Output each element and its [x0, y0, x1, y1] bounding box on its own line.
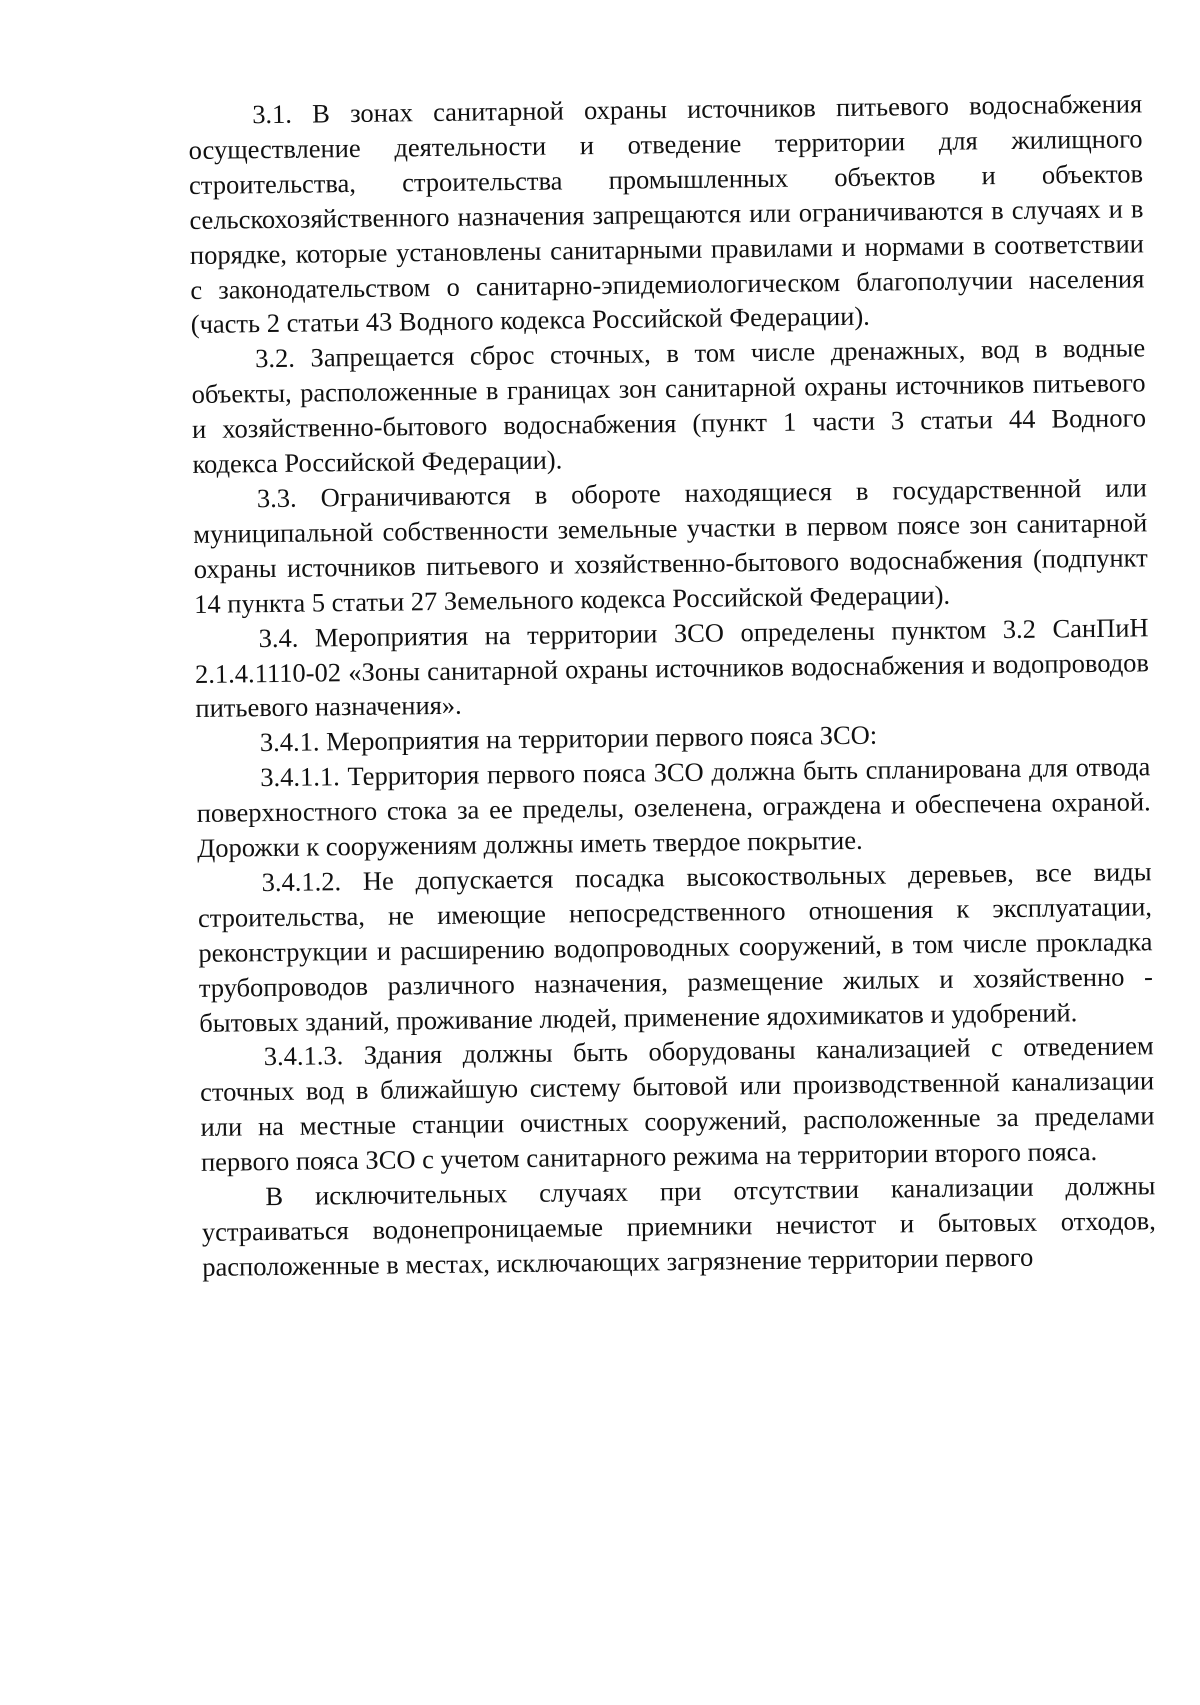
paragraph-3-4-1-3: 3.4.1.3. Здания должны быть оборудованы канализацией с отведением сточных вод в ближайшую систему бытовой или производственной канализации или на местные станции очистных сооружений, расположенные за пределами первого пояса ЗСО с учетом санитарного режима на территории второго пояса.	[199, 1030, 1155, 1178]
paragraph-3-2: 3.2. Запрещается сброс сточных, в том числе дренажных, вод в водные объекты, расположенные в границах зон санитарной охраны источников питьевого и хозяйственно-бытового водоснабжения (пункт 1 части 3 статьи 44 Водного кодекса Российской Федерации).	[191, 332, 1147, 480]
paragraph-3-3: 3.3. Ограничиваются в обороте находящиеся в государственной или муниципальной собственности земельные участки в первом поясе зон санитарной охраны источников питьевого и хозяйственно-бытового водоснабжения (подпункт 14 пункта 5 статьи 27 Земельного кодекса Российской Федерации).	[193, 472, 1148, 619]
paragraph-3-4-1-1: 3.4.1.1. Территория первого пояса ЗСО должна быть спланирована для отвода поверхностного стока за ее пределы, озеленена, ограждена и обеспечена охраной. Дорожки к сооружениям должны иметь твердое покрытие.	[196, 751, 1151, 863]
paragraph-3-4-1: 3.4.1. Мероприятия на территории первого пояса ЗСО:	[259, 719, 878, 758]
document-page	[188, 86, 1156, 1284]
paragraph-3-4-1-2: 3.4.1.2. Не допускается посадка высокоствольных деревьев, все виды строительства, не имеющие непосредственного отношения к эксплуатации, реконструкции и расширению водопроводных сооружений, в том числе прокладка трубопроводов различного назначения, размещение жилых и хозяйственно - бытовых зданий, проживание людей, применение ядохимикатов и удобрений.	[197, 856, 1153, 1038]
paragraph-exceptional-cases: В исключительных случаях при отсутствии канализации должны устраиваться водонепроницаемые приемники нечистот и бытовых отходов, расположенные в местах, исключающих загрязнение территории первого	[201, 1170, 1156, 1282]
paragraph-3-4: 3.4. Мероприятия на территории ЗСО определены пунктом 3.2 СанПиН 2.1.4.1110-02 «Зоны санитарной охраны источников водоснабжения и водопроводов питьевого назначения».	[194, 611, 1150, 724]
paragraph-3-1: 3.1. В зонах санитарной охраны источников питьевого водоснабжения осуществление деятельности и отведение территории для жилищного строительства, строительства промышленных объектов и объектов сельскохозяйственного назначения запрещаются или ограничиваются в случаях и в порядке, которые установлены санитарными правилами и нормами в соответствии с законодательством о санитарно-эпидемиологическом благополучии населения (часть 2 статьи 43 Водного кодекса Российской Федерации).	[188, 88, 1145, 340]
